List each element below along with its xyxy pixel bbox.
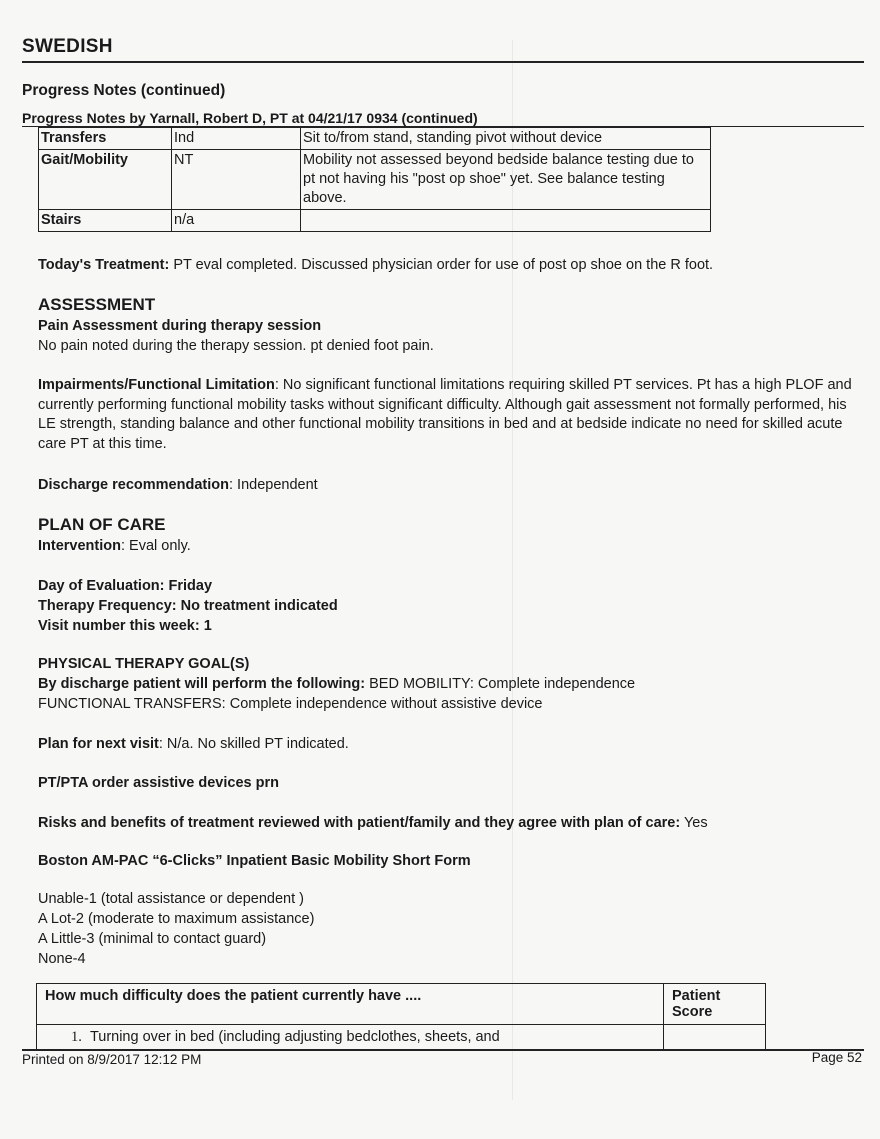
table-row [37,1025,766,1051]
visit-number: Visit number this week: 1 [38,618,212,634]
discharge-recommendation [38,476,864,496]
goals-heading: PHYSICAL THERAPY GOAL(S) [38,656,250,672]
goals-bed-mobility [38,675,864,695]
header-rule [22,61,864,63]
discharge-text: : Independent [228,477,318,493]
row-comment: Sit to/from stand, standing pivot without device [301,128,711,150]
row-label: Stairs [39,210,172,232]
risks-line [38,814,864,834]
printed-on: Printed on 8/9/2017 12:12 PM [22,1052,202,1067]
item-number: 1. [71,1029,82,1045]
treatment-label: Today's Treatment: [38,257,170,273]
assessment-heading: ASSESSMENT [38,295,156,314]
table-row [37,984,766,1025]
table-row [39,210,711,232]
ampac-scale-3: A Little-3 (minimal to contact guard) [38,931,267,947]
pain-heading: Pain Assessment during therapy session [38,318,322,334]
item-text: Turning over in bed (including adjusting bedclothes, sheets, and [89,1029,500,1045]
next-visit-text: : N/a. No skilled PT indicated. [158,736,349,752]
impairments-paragraph [38,376,864,454]
ampac-title: Boston AM-PAC “6-Clicks” Inpatient Basic Mobility Short Form [38,853,471,869]
next-visit-line [38,735,864,755]
note-author-line: Progress Notes by Yarnall, Robert D, PT at 04/21/17 0934 (continued) [22,110,478,126]
table-row [39,128,711,150]
by-discharge-label: By discharge patient will perform the following: [38,676,366,692]
score-header: Patient Score [664,984,766,1025]
intervention-text: : Eval only. [120,538,191,554]
intervention-line [38,537,864,557]
treatment-text: PT eval completed. Discussed physician order for use of post op shoe on the R foot. [169,257,714,273]
ampac-item-1 [37,1025,664,1051]
ampac-table [36,983,766,1051]
ampac-scale-4: None-4 [38,951,86,967]
intervention-label: Intervention [38,538,121,554]
next-visit-label: Plan for next visit [38,736,159,752]
row-level: Ind [172,128,301,150]
page-number: Page 52 [811,1050,862,1065]
functional-status-table [38,127,711,232]
discharge-label: Discharge recommendation [38,477,229,493]
risks-text: Yes [680,815,708,831]
impairments-label: Impairments/Functional Limitation [38,377,275,393]
day-of-evaluation: Day of Evaluation: Friday [38,578,213,594]
assistive-devices: PT/PTA order assistive devices prn [38,775,279,791]
risks-label: Risks and benefits of treatment reviewed with patient/family and they agree with plan of care: [38,815,681,831]
todays-treatment [38,256,864,276]
transfers-goal: FUNCTIONAL TRANSFERS: Complete independence without assistive device [38,696,543,712]
plan-heading: PLAN OF CARE [38,515,166,534]
question-header: How much difficulty does the patient currently have .... [37,984,664,1025]
row-comment: Mobility not assessed beyond bedside balance testing due to pt not having his "post op shoe" yet. See balance testing above. [301,150,711,210]
section-title: Progress Notes (continued) [22,82,226,99]
ampac-scale-1: Unable-1 (total assistance or dependent ) [38,891,304,907]
row-level: n/a [172,210,301,232]
ampac-item-1-score [664,1025,766,1051]
row-comment [301,210,711,232]
table-row [39,150,711,210]
footer-rule [22,1049,864,1051]
ampac-scale-2: A Lot-2 (moderate to maximum assistance) [38,911,315,927]
row-label: Gait/Mobility [39,150,172,210]
bed-mobility-goal: BED MOBILITY: Complete independence [365,676,636,692]
impairments-text: : No significant functional limitations requiring skilled PT services. Pt has a high PLOF and currently performing functional mobility tasks without significant difficulty. Although gait assessment not formally performed, his LE strength, standing balance and other functional mobility transitions in bed and at bedside indicate no need for skilled acute care PT at this time. [38,377,852,452]
pain-text: No pain noted during the therapy session. pt denied foot pain. [38,338,434,354]
row-level: NT [172,150,301,210]
therapy-frequency: Therapy Frequency: No treatment indicated [38,598,338,614]
row-label: Transfers [39,128,172,150]
swedish-logo: SWEDISH [22,36,113,57]
